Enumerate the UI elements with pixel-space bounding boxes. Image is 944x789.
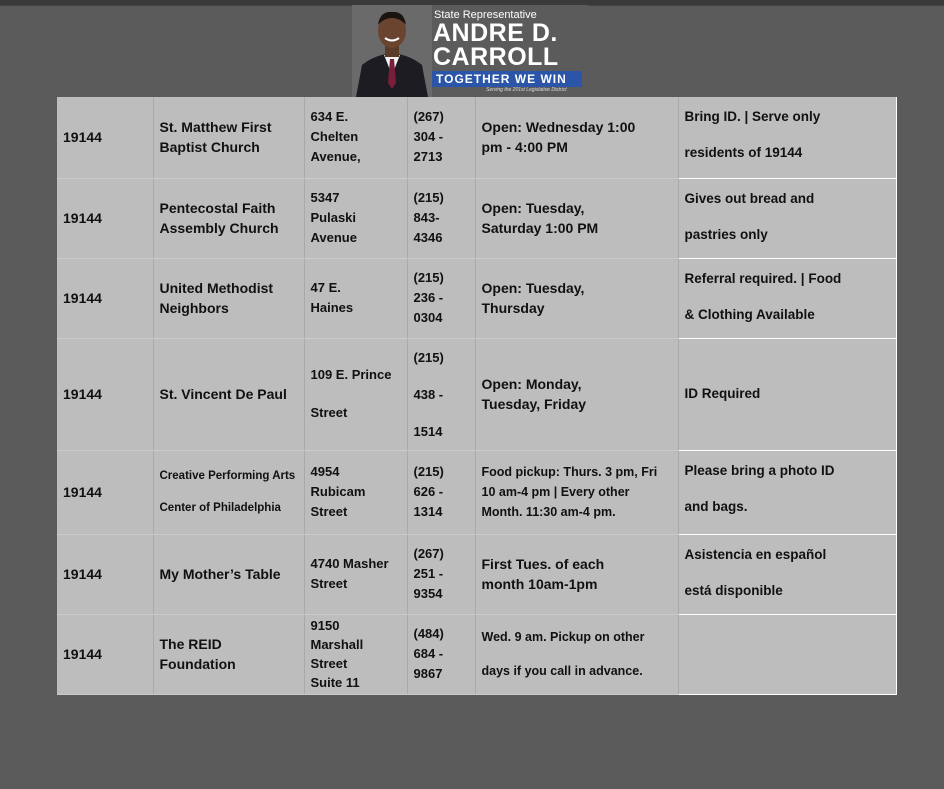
notes-line: and bags.: [684, 498, 748, 514]
food-pantry-table: [57, 97, 897, 695]
organization-name-line: United Methodist: [159, 280, 274, 296]
phone-number-line: 0304: [413, 310, 443, 325]
notes-line: está disponible: [684, 582, 783, 598]
address: [304, 178, 407, 258]
hours-line: Open: Monday,: [481, 376, 582, 392]
address: [304, 450, 407, 534]
address-line: 5347: [310, 190, 340, 205]
phone-number-line: (215): [413, 270, 444, 285]
phone-number: [407, 258, 475, 338]
notes-line: Bring ID. | Serve only: [684, 109, 821, 124]
hours-line: Open: Wednesday 1:00: [481, 119, 636, 136]
notes-line: Referral required. | Food: [684, 270, 842, 286]
hours-line: First Tues. of each: [481, 556, 605, 572]
phone-number: [407, 614, 475, 694]
phone-number-line: (267): [413, 109, 444, 125]
address: [304, 534, 407, 614]
notes-line: Please bring a photo ID: [684, 462, 835, 478]
address-line: 9150: [310, 618, 340, 633]
address-line: 47 E.: [310, 280, 341, 295]
hours-line: Tuesday, Friday: [481, 396, 587, 412]
address-line: Haines: [310, 300, 354, 315]
address: [304, 97, 407, 178]
banner-subline: Serving the 201st Legislative District: [486, 87, 567, 93]
table-row: [57, 178, 896, 258]
organization-name-line: Assembly Church: [159, 220, 279, 236]
organization-name-line: Foundation: [159, 656, 236, 672]
banner-name-line1: ANDRE D.: [433, 19, 558, 47]
notes: [678, 338, 896, 450]
organization-name: [153, 258, 304, 338]
notes: [678, 450, 896, 534]
banner-name-line2: CARROLL: [433, 43, 559, 71]
table-row: [57, 258, 896, 338]
organization-name: [153, 614, 304, 694]
address-line: Pulaski: [310, 210, 357, 225]
phone-number: [407, 534, 475, 614]
hours-line: month 10am-1pm: [481, 576, 598, 592]
phone-number-line: 1314: [413, 504, 443, 519]
header-banner: [352, 5, 588, 97]
notes: [678, 614, 896, 694]
phone-number: [407, 178, 475, 258]
address-line: 634 E.: [310, 109, 349, 125]
phone-number-line: 9354: [413, 586, 443, 601]
hours: [475, 450, 678, 534]
phone-number-line: (267): [413, 546, 444, 561]
notes: [678, 178, 896, 258]
hours: [475, 614, 678, 694]
organization-name-line: St. Vincent De Paul: [159, 386, 287, 402]
organization-name-line: My Mother’s Table: [159, 566, 281, 582]
address-line: 4740 Masher: [310, 556, 389, 571]
notes-line: residents of 19144: [684, 145, 803, 160]
notes-line: pastries only: [684, 226, 768, 242]
address-line: Chelten: [310, 129, 359, 145]
hours-line: Food pickup: Thurs. 3 pm, Fri: [481, 465, 658, 479]
notes-line: & Clothing Available: [684, 306, 815, 322]
zip-cell: 19144: [57, 338, 153, 450]
representative-portrait: [352, 5, 432, 97]
hours-line: Wed. 9 am. Pickup on other: [481, 630, 645, 644]
address-line: 4954: [310, 464, 340, 479]
address-line: Rubicam: [310, 484, 366, 499]
organization-name-line: Neighbors: [159, 300, 229, 316]
hours: [475, 338, 678, 450]
hours-line: Open: Tuesday,: [481, 200, 585, 216]
zip-cell: 19144: [57, 450, 153, 534]
phone-number-line: (215): [413, 190, 444, 205]
zip-cell: 19144: [57, 534, 153, 614]
table-row: [57, 338, 896, 450]
organization-name: [153, 534, 304, 614]
organization-name: [153, 178, 304, 258]
phone-number-line: 1514: [413, 423, 443, 439]
banner-slogan: TOGETHER WE WIN: [432, 71, 582, 87]
address-line: Street: [310, 405, 348, 420]
phone-number-line: (215): [413, 464, 444, 479]
address: [304, 614, 407, 694]
hours-line: Thursday: [481, 300, 545, 316]
organization-name-line: The REID: [159, 636, 222, 652]
address-line: Marshall: [310, 637, 364, 652]
address-line: 109 E. Prince: [310, 367, 392, 382]
table-row: [57, 534, 896, 614]
hours: [475, 97, 678, 178]
hours-line: Saturday 1:00 PM: [481, 220, 599, 236]
hours-line: 10 am-4 pm | Every other: [481, 485, 630, 499]
hours: [475, 178, 678, 258]
zip-cell: 19144: [57, 614, 153, 694]
hours-line: days if you call in advance.: [481, 664, 643, 678]
organization-name: [153, 338, 304, 450]
phone-number-line: 438 -: [413, 386, 444, 402]
phone-number-line: 251 -: [413, 566, 444, 581]
notes: [678, 258, 896, 338]
address-line: Street: [310, 504, 348, 519]
address-line: Suite 11: [310, 675, 360, 690]
organization-name: [153, 450, 304, 534]
notes-line: ID Required: [684, 386, 761, 401]
zip-cell: 19144: [57, 258, 153, 338]
banner-kicker: State Representative: [434, 9, 537, 21]
phone-number-line: 843-: [413, 210, 440, 225]
organization-name-line: Center of Philadelphia: [159, 502, 281, 514]
address-line: Avenue,: [310, 149, 361, 165]
phone-number-line: 9867: [413, 666, 443, 681]
hours: [475, 534, 678, 614]
phone-number: [407, 97, 475, 178]
phone-number: [407, 338, 475, 450]
table-row: [57, 97, 896, 178]
address-line: Street: [310, 656, 348, 671]
phone-number-line: 236 -: [413, 290, 444, 305]
address-line: Avenue: [310, 230, 357, 245]
address-line: Street: [310, 576, 348, 591]
phone-number-line: 684 -: [413, 646, 444, 661]
organization-name-line: Pentecostal Faith: [159, 200, 276, 216]
notes-line: Gives out bread and: [684, 190, 815, 206]
banner-text: [432, 9, 588, 94]
zip-cell: 19144: [57, 97, 153, 178]
notes: [678, 534, 896, 614]
zip-cell: 19144: [57, 178, 153, 258]
phone-number-line: 2713: [413, 149, 443, 165]
hours-line: Month. 11:30 am-4 pm.: [481, 505, 616, 519]
phone-number-line: (484): [413, 626, 444, 641]
phone-number-line: 304 -: [413, 129, 444, 145]
hours-line: Open: Tuesday,: [481, 280, 585, 296]
portrait-image: [352, 5, 432, 97]
phone-number-line: 4346: [413, 230, 443, 245]
address: [304, 258, 407, 338]
table-row: [57, 614, 896, 694]
organization-name: [153, 97, 304, 178]
organization-name-line: Creative Performing Arts: [159, 470, 296, 482]
organization-name-line: St. Matthew First: [159, 119, 272, 136]
phone-number-line: 626 -: [413, 484, 444, 499]
notes: [678, 97, 896, 178]
table-row: [57, 450, 896, 534]
notes-line: Asistencia en español: [684, 546, 827, 562]
hours-line: pm - 4:00 PM: [481, 139, 568, 156]
address: [304, 338, 407, 450]
hours: [475, 258, 678, 338]
organization-name-line: Baptist Church: [159, 139, 260, 156]
phone-number: [407, 450, 475, 534]
phone-number-line: (215): [413, 349, 444, 365]
